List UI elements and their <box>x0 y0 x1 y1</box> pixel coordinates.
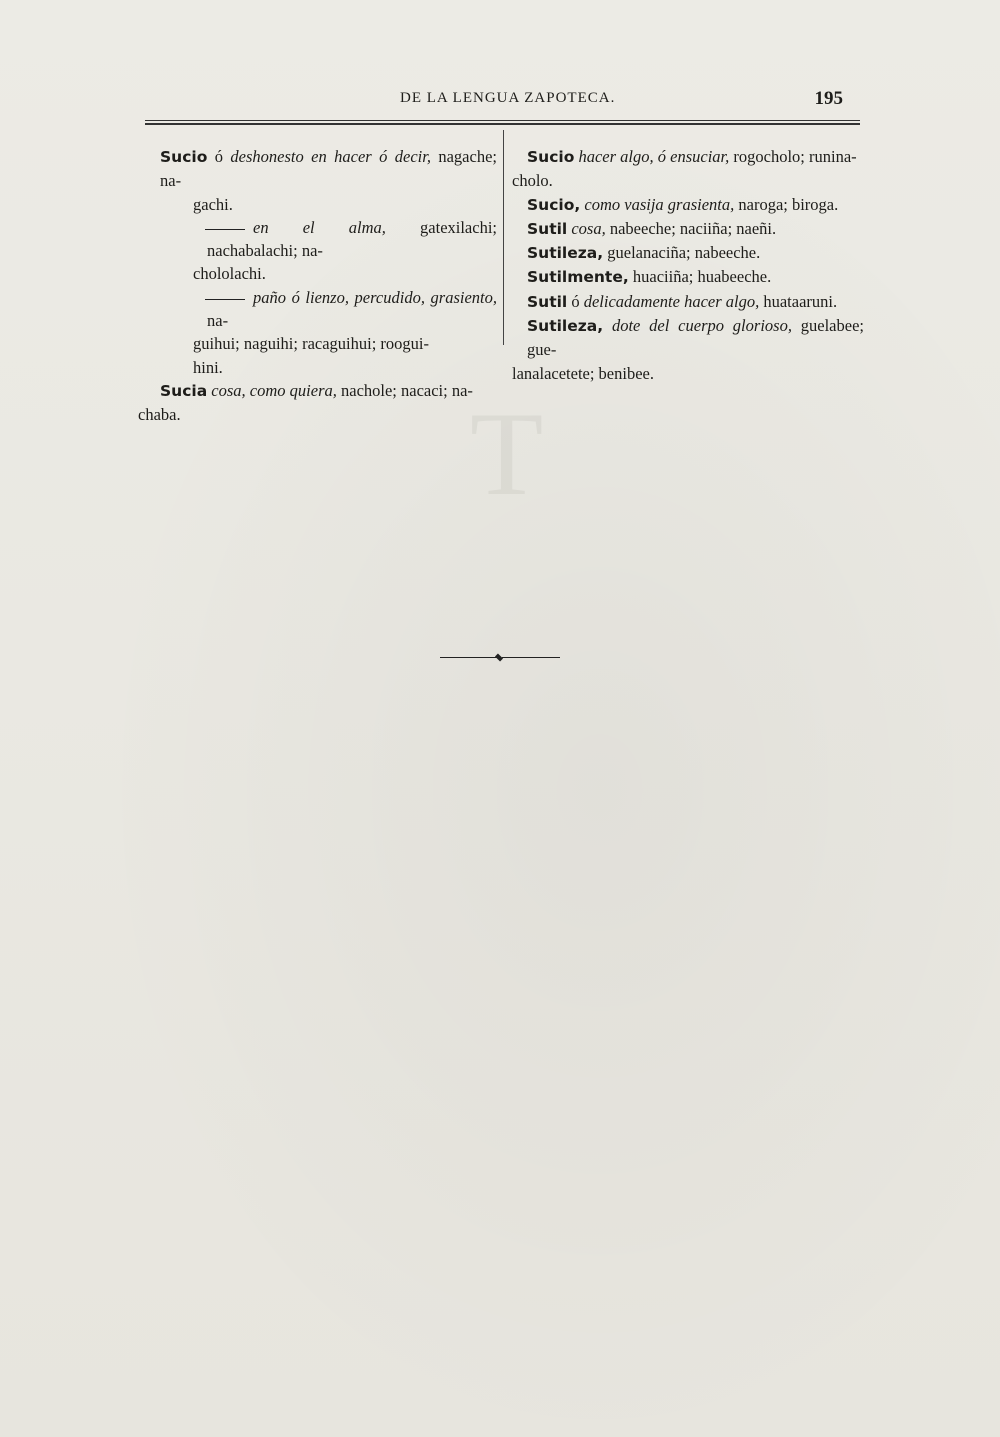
translation: naroga; biroga. <box>734 194 839 214</box>
dictionary-entry <box>138 379 497 427</box>
headword: Sutileza, <box>527 244 604 263</box>
left-column <box>138 145 497 427</box>
repeat-dash <box>205 299 245 300</box>
continuation-line: lanalacetete; benibee. <box>512 363 654 383</box>
dictionary-entry <box>527 241 864 265</box>
ornament-line-left <box>440 657 498 658</box>
definition-italic: como vasija grasienta, <box>584 194 735 214</box>
definition-italic: cosa, como quiera, <box>211 380 337 400</box>
continuation-line: chaba. <box>138 405 181 425</box>
continuation-line: chololachi. <box>193 264 266 284</box>
header-rule-thick <box>145 123 860 125</box>
dictionary-entry <box>527 290 864 314</box>
continuation-line: cholo. <box>512 171 553 191</box>
translation: gatexilachi; nachabalachi; na- <box>207 217 497 261</box>
header-rule-thin <box>145 120 860 121</box>
definition-italic: delicadamente hacer algo, <box>583 291 760 311</box>
definition-italic: deshonesto en hacer ó decir, <box>230 147 431 166</box>
headword: Sutileza, <box>527 317 604 336</box>
translation: nachole; nacaci; na- <box>336 380 473 400</box>
dictionary-entry <box>512 314 864 385</box>
translation: huataaruni. <box>759 291 838 311</box>
page-number: 195 <box>814 88 843 109</box>
right-column <box>512 145 864 385</box>
translation: na- <box>207 311 229 331</box>
headword: Sutilmente, <box>527 268 629 287</box>
headword: Sucio <box>527 148 575 166</box>
running-head: DE LA LENGUA ZAPOTECA. <box>400 90 616 106</box>
translation: rogocholo; runina- <box>729 147 857 166</box>
connector <box>603 316 612 335</box>
dictionary-entry <box>512 145 864 193</box>
page-header <box>145 88 860 112</box>
headword: Sucio, <box>527 195 581 214</box>
continuation-line: guihui; naguihi; racaguihui; roogui- <box>193 334 429 354</box>
headword: Sucio <box>160 148 208 166</box>
headword: Sucia <box>160 381 208 400</box>
connector: ó <box>567 291 584 311</box>
definition-italic: hacer algo, ó ensuciar, <box>578 147 730 166</box>
repeat-dash <box>205 229 245 230</box>
ornament-line-right <box>502 657 560 658</box>
continuation-line: gachi. <box>193 194 233 214</box>
definition-italic: dote del cuerpo glorioso, <box>611 316 792 336</box>
translation: guelabee; gue- <box>527 316 864 360</box>
continuation-line: hini. <box>193 357 223 377</box>
section-ornament <box>440 655 560 661</box>
dictionary-entry <box>160 145 497 216</box>
translation: nabeeche; naciiña; naeñi. <box>605 218 777 238</box>
bleed-through-letter: T <box>470 387 544 520</box>
dictionary-subentry <box>160 216 497 286</box>
dictionary-entry <box>527 193 864 217</box>
dictionary-subentry <box>160 286 497 379</box>
translation: nagache; na- <box>160 147 497 191</box>
definition-italic: cosa, <box>571 218 606 238</box>
connector: ó <box>207 147 231 166</box>
column-divider <box>503 130 504 345</box>
dictionary-entry <box>527 265 864 289</box>
headword: Sutil <box>527 219 568 238</box>
headword: Sutil <box>527 292 568 311</box>
definition-italic: paño ó lienzo, percudido, grasiento, <box>253 287 497 307</box>
translation: guelanaciña; nabeeche. <box>603 243 761 263</box>
definition-italic: en el alma, <box>253 217 386 237</box>
translation: huaciiña; huabeeche. <box>628 267 772 287</box>
dictionary-entry <box>527 217 864 241</box>
